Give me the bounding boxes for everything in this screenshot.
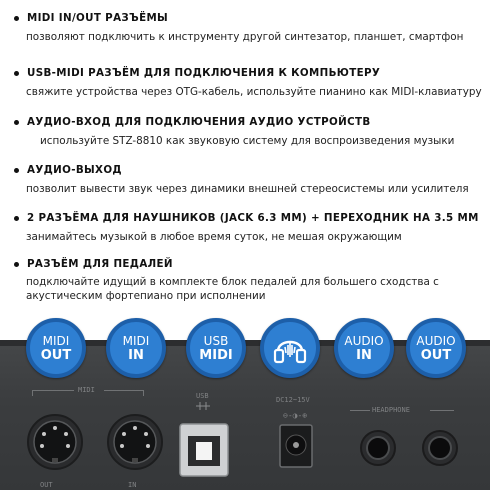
badge-line-1: MIDI bbox=[122, 333, 150, 348]
badge-usb-midi bbox=[186, 318, 246, 378]
badge-line-2: OUT bbox=[40, 347, 72, 363]
headphones-icon bbox=[272, 331, 308, 365]
midi-out-port bbox=[28, 415, 82, 469]
dc-label: DC12~15V bbox=[276, 396, 310, 404]
badge-line-2: IN bbox=[128, 347, 144, 363]
badge-line-2: MIDI bbox=[199, 347, 233, 363]
badge-line-2: OUT bbox=[420, 347, 452, 363]
headphone-port-2 bbox=[423, 431, 457, 465]
bullet-dot bbox=[14, 216, 19, 221]
badge-line-2: IN bbox=[356, 347, 372, 363]
midi-out-label: OUT bbox=[40, 481, 53, 489]
badge-line-1: USB bbox=[203, 333, 229, 348]
badge-line-1: MIDI bbox=[42, 333, 70, 348]
feature-description: акустическим фортепиано при исполнении bbox=[26, 290, 266, 302]
bullet-dot bbox=[14, 71, 19, 76]
midi-group-label: MIDI bbox=[78, 386, 95, 394]
feature-title: РАЗЪЁМ ДЛЯ ПЕДАЛЕЙ bbox=[27, 258, 173, 270]
badge-line-1: AUDIO bbox=[344, 333, 384, 348]
badge-audio-in bbox=[334, 318, 394, 378]
badge-audio-out bbox=[406, 318, 466, 378]
feature-title: 2 РАЗЪЁМА ДЛЯ НАУШНИКОВ (JACK 6.3 ММ) + ПЕРЕХОДНИК НА 3.5 ММ bbox=[27, 212, 479, 224]
badge-line-1: AUDIO bbox=[416, 333, 456, 348]
bullet-dot bbox=[14, 168, 19, 173]
feature-title: MIDI IN/OUT РАЗЪЁМЫ bbox=[27, 12, 169, 24]
feature-description: позволит вывести звук через динамики внешней стереосистемы или усилителя bbox=[26, 183, 469, 195]
feature-title: АУДИО-ВЫХОД bbox=[27, 164, 122, 176]
midi-in-label: IN bbox=[128, 481, 137, 489]
bullet-dot bbox=[14, 262, 19, 267]
feature-description: используйте STZ-8810 как звуковую систему для воспроизведения музыки bbox=[40, 135, 455, 147]
headphone-label: HEADPHONE bbox=[372, 406, 410, 414]
feature-title: USB-MIDI РАЗЪЁМ ДЛЯ ПОДКЛЮЧЕНИЯ К КОМПЬЮТЕРУ bbox=[27, 67, 381, 79]
badge-headphones bbox=[260, 318, 320, 378]
feature-description: подключайте идущий в комплекте блок педалей для большего сходства с bbox=[26, 276, 439, 288]
dc-port bbox=[280, 411, 312, 467]
badge-midi-out bbox=[26, 318, 86, 378]
headphone-port-1 bbox=[361, 431, 395, 465]
usb-port bbox=[180, 402, 228, 476]
feature-description: занимайтесь музыкой в любое время суток, не мешая окружающим bbox=[26, 231, 402, 243]
midi-in-port bbox=[108, 415, 162, 469]
feature-description: свяжите устройства через OTG-кабель, используйте пианино как MIDI-клавиатуру bbox=[26, 86, 482, 98]
bullet-dot bbox=[14, 120, 19, 125]
svg-text:⊖-◑-⊕: ⊖-◑-⊕ bbox=[283, 411, 308, 420]
badge-midi-in bbox=[106, 318, 166, 378]
feature-title: АУДИО-ВХОД ДЛЯ ПОДКЛЮЧЕНИЯ АУДИО УСТРОЙСТВ bbox=[27, 116, 371, 128]
bullet-dot bbox=[14, 16, 19, 21]
feature-description: позволяют подключить к инструменту другой синтезатор, планшет, смартфон bbox=[26, 31, 464, 43]
usb-label: USB bbox=[196, 392, 209, 400]
